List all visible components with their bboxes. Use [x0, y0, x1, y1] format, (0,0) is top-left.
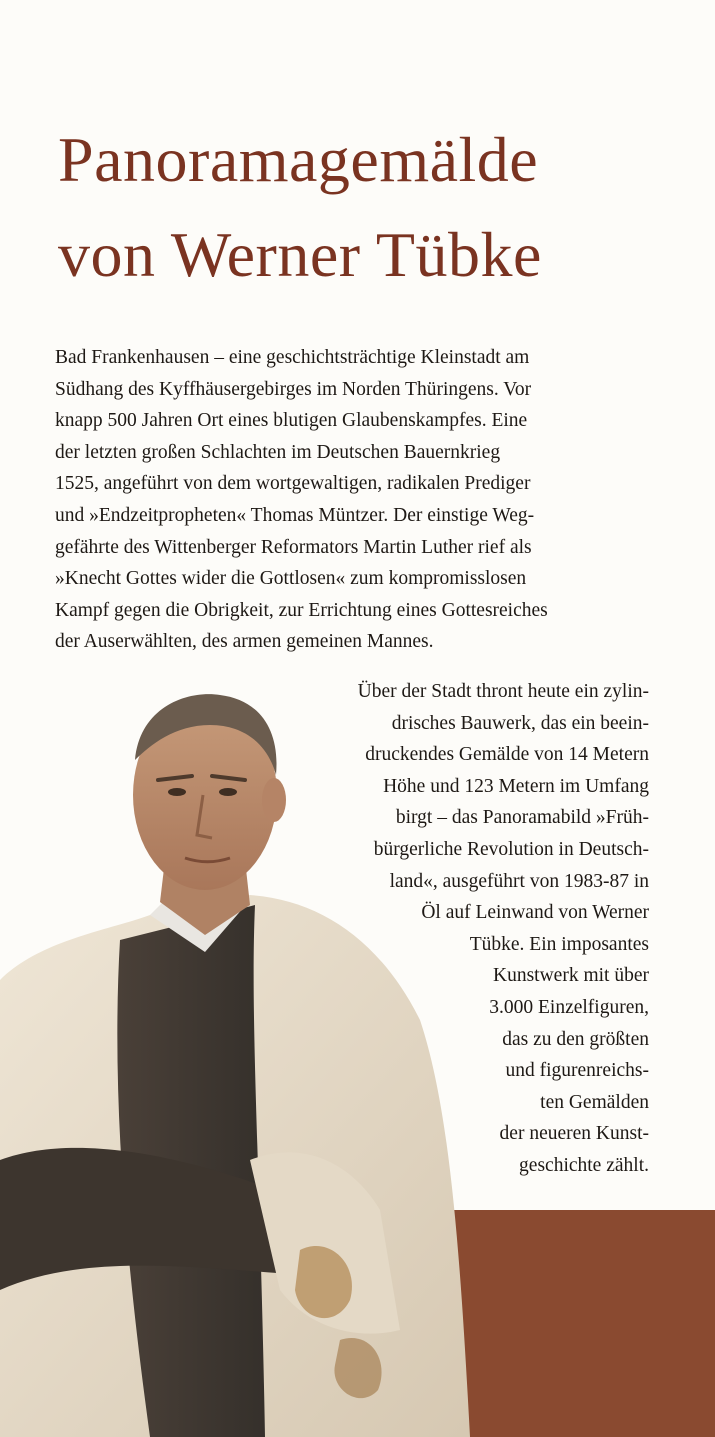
wrap-line: ten Gemälden [540, 1091, 649, 1113]
wrap-line: bürgerliche Revolution in Deutsch- [373, 838, 649, 860]
intro-line: Bad Frankenhausen – eine geschichtsträchtige Kleinstadt am [55, 347, 530, 368]
intro-line: gefährte des Wittenberger Reformators Martin Luther rief als [55, 536, 532, 558]
intro-line: »Knecht Gottes wider die Gottlosen« zum kompromisslosen [55, 568, 527, 590]
wrap-line: Über der Stadt thront heute ein zylin- [357, 681, 649, 702]
intro-line: Südhang des Kyffhäusergebirges im Norden Thüringens. Vor [55, 378, 532, 400]
intro-line: der Auserwählten, des armen gemeinen Mannes. [55, 631, 434, 653]
wrap-line: und figurenreichs- [505, 1060, 649, 1082]
intro-line: Kampf gegen die Obrigkeit, zur Errichtung eines Gottesreiches [55, 599, 548, 621]
wrap-line: drisches Bauwerk, das ein beein- [391, 712, 649, 734]
intro-line: und »Endzeitpropheten« Thomas Müntzer. Der einstige Weg- [55, 504, 535, 526]
wrap-line: birgt – das Panoramabild »Früh- [395, 807, 649, 829]
wrap-line: 3.000 Einzelfiguren, [489, 996, 649, 1018]
wrap-line: druckendes Gemälde von 14 Metern [365, 744, 649, 766]
title-line-2: von Werner Tübke [58, 219, 542, 290]
wrap-line: geschichte zählt. [519, 1154, 649, 1176]
wrap-line: Höhe und 123 Metern im Umfang [383, 775, 649, 797]
intro-line: 1525, angeführt von dem wortgewaltigen, radikalen Prediger [55, 473, 531, 495]
wrap-line: Tübke. Ein imposantes [469, 933, 649, 955]
wrap-line: Öl auf Leinwand von Werner [421, 902, 649, 924]
page-title [58, 112, 698, 302]
wrap-line: land«, ausgeführt von 1983-87 in [389, 870, 649, 892]
wrap-line: das zu den größten [502, 1028, 649, 1050]
title-line-1: Panoramagemälde [58, 124, 539, 195]
wrap-line: der neueren Kunst- [499, 1123, 649, 1145]
wrap-line: Kunstwerk mit über [493, 965, 649, 987]
intro-line: der letzten großen Schlachten im Deutschen Bauernkrieg [55, 441, 501, 463]
wrap-paragraph [229, 676, 649, 1182]
intro-paragraph [55, 342, 665, 658]
intro-line: knapp 500 Jahren Ort eines blutigen Glaubenskampfes. Eine [55, 410, 528, 432]
